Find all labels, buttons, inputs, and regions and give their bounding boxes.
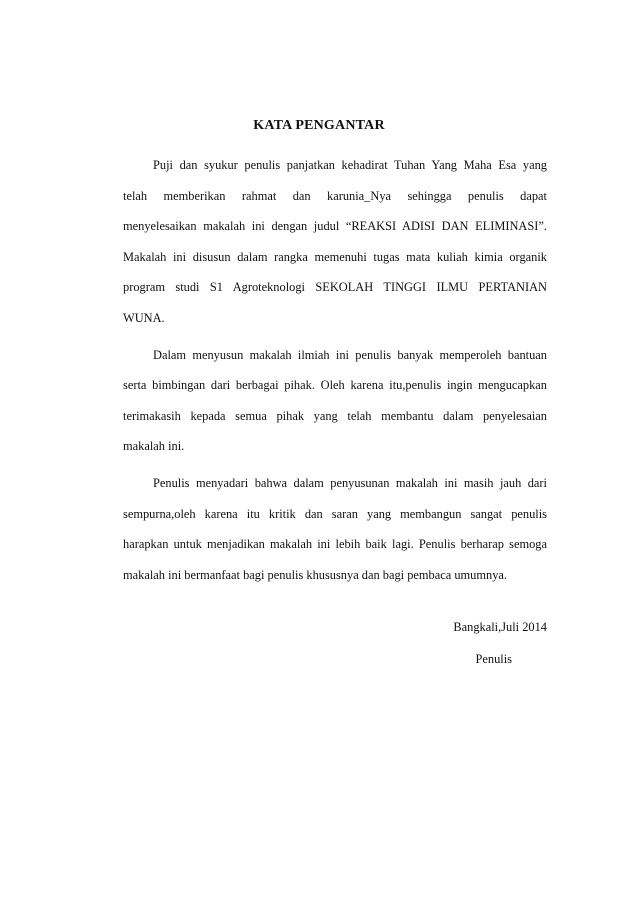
paragraph-line: makalah ini bermanfaat bagi penulis khususnya dan bagi pembaca umumnya. [123,567,507,582]
paragraph-line: menyelesaikan makalah ini dengan judul “REAKSI ADISI DAN ELIMINASI”. [123,219,547,234]
page-title: KATA PENGANTAR [253,118,385,133]
paragraph-line: Penulis menyadari bahwa dalam penyusunan makalah ini masih jauh dari [153,475,547,490]
paragraph-line: makalah ini. [123,439,185,454]
signature-author: Penulis [475,652,512,666]
paragraph-line: harapkan untuk menjadikan makalah ini lebih baik lagi. Penulis berharap semoga [123,537,547,552]
paragraph-line: terimakasih kepada semua pihak yang telah membantu dalam penyelesaian [123,408,547,423]
paragraph-line: telah memberikan rahmat dan karunia_Nya sehingga penulis dapat [123,188,547,203]
paragraph-1 [123,150,547,334]
signature-place-date: Bangkali,Juli 2014 [453,620,547,634]
paragraph-3 [123,468,547,590]
paragraph-line: program studi S1 Agroteknologi SEKOLAH TINGGI ILMU PERTANIAN [123,280,547,295]
paragraph-2 [123,340,547,462]
paragraph-line: serta bimbingan dari berbagai pihak. Oleh karena itu,penulis ingin mengucapkan [123,378,547,393]
paragraph-line: Dalam menyusun makalah ilmiah ini penulis banyak memperoleh bantuan [153,347,547,362]
paragraph-line: Makalah ini disusun dalam rangka memenuhi tugas mata kuliah kimia organik [123,249,547,264]
document-body [123,150,547,596]
paragraph-line: Puji dan syukur penulis panjatkan kehadirat Tuhan Yang Maha Esa yang [153,158,547,172]
paragraph-line: sempurna,oleh karena itu kritik dan saran yang membangun sangat penulis [123,506,547,521]
paragraph-line: WUNA. [123,310,165,325]
